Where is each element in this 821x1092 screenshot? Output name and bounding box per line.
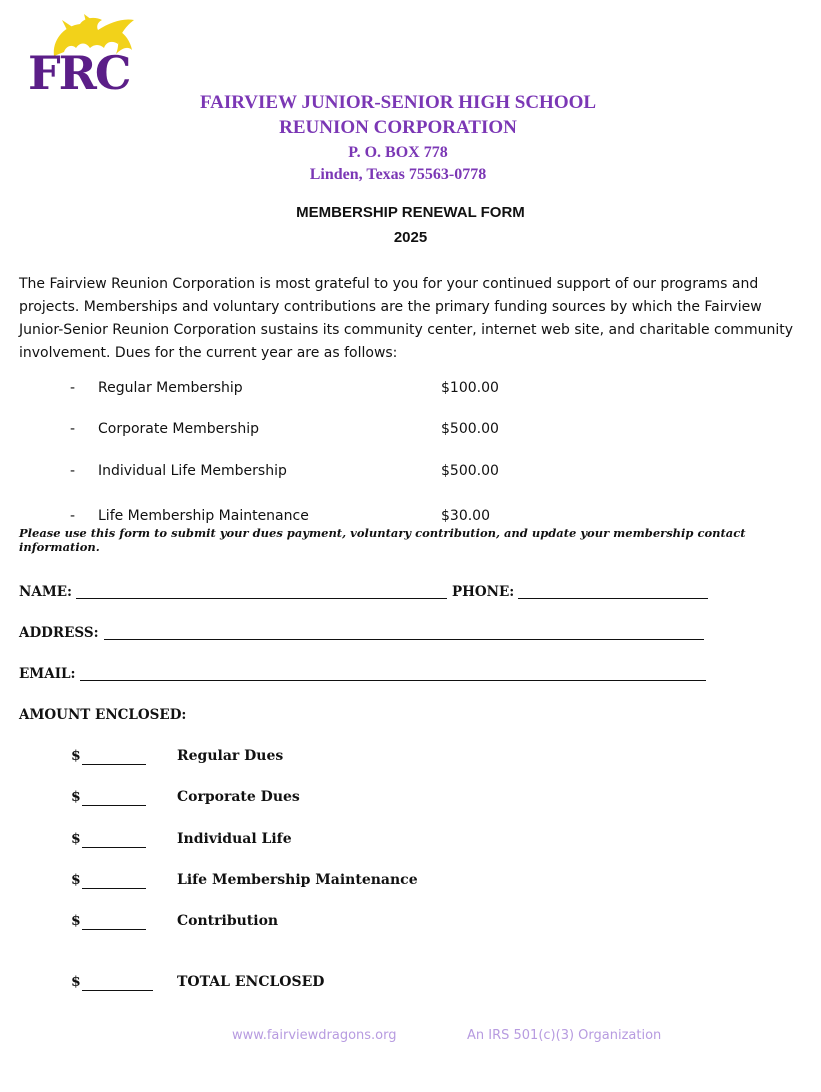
dollar-sign: $ bbox=[71, 789, 81, 805]
total-enclosed-label: TOTAL ENCLOSED bbox=[177, 974, 325, 990]
dues-label: Corporate Membership bbox=[98, 421, 259, 437]
phone-label: PHONE: bbox=[452, 584, 515, 600]
intro-paragraph: The Fairview Reunion Corporation is most grateful to you for your continued support of our programs and projects. Memberships and voluntary contributions are the primary funding sources by which the Fairview Junior-Senior Reunion Corporation sustains its community center, internet web site, and charitable community involvement. Dues for the current year are as follows: bbox=[19, 276, 793, 361]
individual-life-label: Individual Life bbox=[177, 831, 292, 847]
dues-label: Regular Membership bbox=[98, 380, 243, 396]
regular-dues-amount-field[interactable] bbox=[82, 764, 146, 765]
contribution-amount-field[interactable] bbox=[82, 929, 146, 930]
dollar-sign: $ bbox=[71, 913, 81, 929]
email-field[interactable] bbox=[80, 680, 706, 681]
instructions-text: Please use this form to submit your dues payment, voluntary contribution, and update your membership contact information. bbox=[19, 526, 746, 554]
po-box: P. O. BOX 778 bbox=[348, 144, 448, 161]
dues-amount: $500.00 bbox=[441, 463, 499, 479]
frc-logo bbox=[24, 14, 136, 104]
regular-dues-label: Regular Dues bbox=[177, 748, 284, 764]
corporate-dues-label: Corporate Dues bbox=[177, 789, 300, 805]
dollar-sign: $ bbox=[71, 831, 81, 847]
dues-amount: $100.00 bbox=[441, 380, 499, 396]
life-maintenance-amount-field[interactable] bbox=[82, 888, 146, 889]
corporate-dues-amount-field[interactable] bbox=[82, 805, 146, 806]
amount-enclosed-label: AMOUNT ENCLOSED: bbox=[19, 707, 187, 723]
dollar-sign: $ bbox=[71, 748, 81, 764]
dues-item bbox=[70, 463, 550, 483]
dues-item bbox=[70, 421, 550, 441]
dues-amount: $30.00 bbox=[441, 508, 490, 524]
name-field[interactable] bbox=[76, 598, 447, 599]
dollar-sign: $ bbox=[71, 872, 81, 888]
individual-life-amount-field[interactable] bbox=[82, 847, 146, 848]
form-year: 2025 bbox=[393, 229, 428, 246]
phone-field[interactable] bbox=[518, 598, 708, 599]
dues-dash: - bbox=[70, 463, 76, 479]
form-title: MEMBERSHIP RENEWAL FORM bbox=[296, 204, 525, 221]
footer-website-link[interactable]: www.fairviewdragons.org bbox=[232, 1028, 397, 1043]
life-maintenance-label: Life Membership Maintenance bbox=[177, 872, 418, 888]
city-address: Linden, Texas 75563-0778 bbox=[309, 166, 487, 183]
corporation-name: REUNION CORPORATION bbox=[279, 117, 517, 138]
logo-text: FRC bbox=[28, 46, 130, 100]
total-enclosed-amount-field[interactable] bbox=[82, 990, 153, 991]
dues-item bbox=[70, 380, 550, 400]
dues-dash: - bbox=[70, 380, 76, 396]
address-field[interactable] bbox=[104, 639, 704, 640]
contribution-label: Contribution bbox=[177, 913, 279, 929]
name-label: NAME: bbox=[19, 584, 73, 600]
email-label: EMAIL: bbox=[19, 666, 76, 682]
dues-dash: - bbox=[70, 508, 76, 524]
dues-item bbox=[70, 508, 550, 528]
address-label: ADDRESS: bbox=[19, 625, 99, 641]
dues-amount: $500.00 bbox=[441, 421, 499, 437]
school-name: FAIRVIEW JUNIOR-SENIOR HIGH SCHOOL bbox=[199, 92, 597, 113]
dues-label: Individual Life Membership bbox=[98, 463, 287, 479]
dollar-sign: $ bbox=[71, 974, 81, 990]
dues-dash: - bbox=[70, 421, 76, 437]
footer-org-status: An IRS 501(c)(3) Organization bbox=[467, 1028, 662, 1043]
dues-label: Life Membership Maintenance bbox=[98, 508, 309, 524]
